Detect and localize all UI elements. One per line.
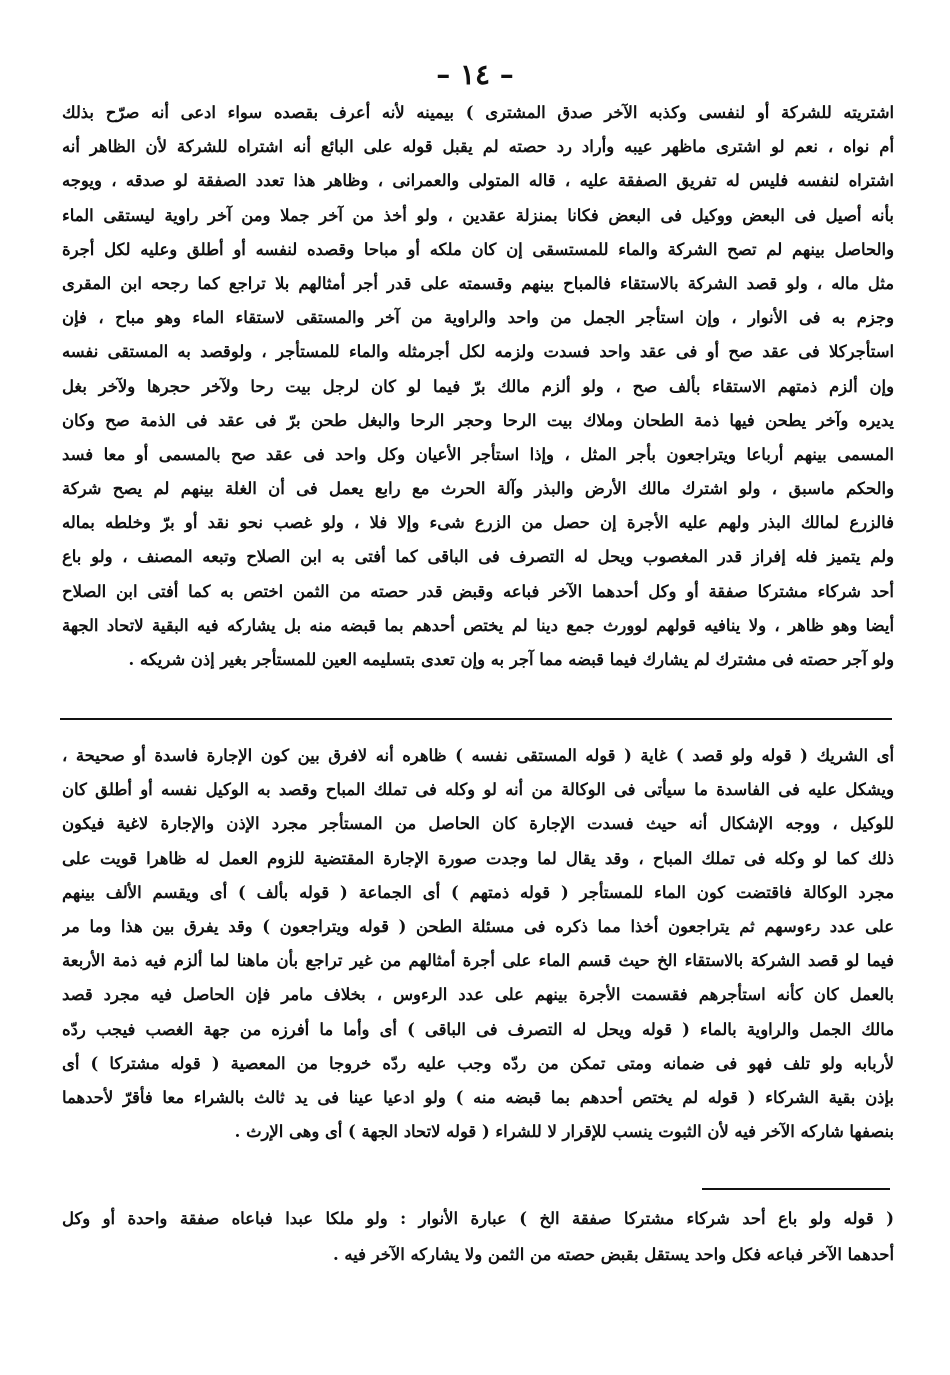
commentary-line: أى الشريك ( قوله ولو قصد ) غاية ( قوله المستقى نفسه ) ظاهره أنه لافرق بين كون الإجارة فاسدة أو صحيحة ، xyxy=(62,746,894,765)
separator-rule xyxy=(60,718,892,720)
main-text-line: بأنه أصيل فى البعض ووكيل فى البعض فكانا بمنزلة عقدين ، ولو أخذ من آخر جملا ومن آخر راوية ليستقى الماء xyxy=(62,205,894,225)
main-text xyxy=(62,96,894,677)
commentary-line: ذلك كما لو وكله فى تملك المباح ، وقد يقال لما وجدت صورة الإجارة المقتضية للزوم العمل له ظاهرا قويت على xyxy=(62,848,894,868)
footnote-text xyxy=(62,1201,894,1273)
main-text-line: أيضا وهو ظاهر ، ولا ينافيه قولهم لوورث جمع دينا لم يختص أحدهم بما قبضه منه بل يشاركه فيه البقية لاتحاد الجهة xyxy=(62,615,894,635)
main-text-line: استأجركلا فى عقد صح أو فى عقد واحد فسدت ولزمه لكل أجرمثله والماء للمستأجر ، ولوقصد به المستقى نفسه xyxy=(62,342,894,362)
main-text-line: يديره وآخر يطحن فيها ذمة الطحان وملاك بيت الرحا وحجر الرحا والبغل طحن برّ فى عقد فى الذمة صح وكان xyxy=(62,410,894,430)
main-text-line: المسمى بينهم أرباعا ويتراجعون بأجر المثل ، وإذا استأجر الأعيان وكل واحد فى عقد صح بالمسمى أو معا فسد xyxy=(62,444,894,464)
commentary-line: على عدد رءوسهم ثم يتراجعون أخذا مما ذكره فى مسئلة الطحن ( قوله ويتراجعون ) وقد يفرق بين هذا وما مر xyxy=(62,916,894,936)
main-text-line: والحاصل بينهم لم تصح الشركة والماء للمستسقى إن كان ملكه أو مباحا وقصده لنفسه أو أطلق وعليه لكل أجرة xyxy=(62,239,894,259)
footnote-rule xyxy=(702,1188,890,1190)
main-text-line: مثل ماله ، ولو قصد الشركة بالاستقاء فالمباح بينهم وقسمته على قدر أجر أمثالهم بلا تراجع كما رجحه ابن المقرى xyxy=(62,273,894,293)
commentary-line: بالعمل كان كأنه استأجرهم فقسمت الأجرة بينهم على عدد الرءوس ، بخلاف مامر فإن الحاصل فيه مجرد قصد xyxy=(62,985,894,1005)
main-text-line: وجزم به فى الأنوار ، وإن استأجر الجمل من واحد والراوية من آخر والمستقى لاستقاء الماء وهو مباح ، فإن xyxy=(62,308,894,328)
main-text-line: وإن ألزم ذمتهم الاستقاء بألف صح ، ولو ألزم مالك برّ فيما لو كان لرجل بيت رحا ولآخر حجرها ولآخر بغل xyxy=(62,376,894,396)
main-text-line: اشتراه لنفسه فليس له تفريق الصفقة عليه ، قاله المتولى والعمرانى ، وظاهر هذا تعدد الصفقة لو صدقه ، ويوجه xyxy=(62,171,894,191)
commentary-line: بنصفها شاركه الآخر فيه لأن الثبوت ينسب للإقرار لا للشراء ( قوله لاتحاد الجهة ) أى وهى الإرث . xyxy=(234,1122,894,1142)
main-text-line: ولو آجر حصته فى مشترك لم يشارك فيما قبضه مما آجر به وإن تعدى بتسليمه العين للمستأجر بغير إذن شريكه . xyxy=(128,650,894,669)
footnote-line: ( قوله ولو باع أحد شركاء مشتركا صفقة الخ ) عبارة الأنوار : ولو ملكا عبدا فباعاه صفقة واحدة أو وكل xyxy=(62,1209,894,1228)
page-number: – ١٤ – xyxy=(436,58,514,91)
main-text-line: اشتريته للشركة أو لنفسى وكذبه الآخر صدق المشترى ) بيمينه لأنه أعرف بقصده سواء ادعى أنه صرّح بذلك xyxy=(62,103,894,122)
commentary-text xyxy=(62,739,894,1149)
commentary-line: بإذن بقية الشركاء ( قوله لم يختص أحدهم بما قبضه منه ) ولو ادعيا عينا فى يد ثالث بالشراء معا فأقرّ لأحدهما xyxy=(62,1087,894,1107)
commentary-line: ويشكل عليه فى الفاسدة ما سيأتى فى الوكالة من أنه لو وكله فى تملك المباح وقصد به الوكيل نفسه أو أطلق كان xyxy=(62,780,894,800)
commentary-line: مالك الجمل والراوية بالماء ( قوله ويحل له التصرف فى الباقى ) أى وأما ما أفرزه من جهة الغصب فيجب ردّه xyxy=(62,1019,894,1039)
main-text-line: فالزرع لمالك البذر ولهم عليه الأجرة إن حصل من الزرع شىء وإلا فلا ، ولو غصب نحو نقد أو برّ وخلطه بماله xyxy=(62,513,894,533)
commentary-line: للوكيل ، ووجه الإشكال أنه حيث فسدت الإجارة كان الحاصل من المستأجر مجرد الإذن والإجارة لاغية فيكون xyxy=(62,814,894,834)
commentary-line: لأربابه ولو تلف فهو فى ضمانه ومتى تمكن من ردّه وجب عليه ردّه خروجا من المعصية ( قوله مشتركا ) أى xyxy=(62,1053,894,1073)
footnote-line: أحدهما الآخر فباعه فكل واحد يستقل بقبض حصته من الثمن ولا يشاركه الآخر فيه . xyxy=(332,1245,894,1264)
main-text-line: ولم يتميز فله إفراز قدر المغصوب ويحل له التصرف فى الباقى كما أفتى به ابن الصلاح وتبعه المصنف ، ولو باع xyxy=(62,547,894,567)
commentary-line: مجرد الوكالة فاقتضت كون الماء للمستأجر ( قوله ذمتهم ) أى الجماعة ( قوله بألف ) أى ويقسم الألف بينهم xyxy=(62,882,894,902)
main-text-line: والحكم ماسبق ، ولو اشترك مالك الأرض والبذر وآلة الحرث مع رابع يعمل فى أن الغلة بينهم لم يصح شركة xyxy=(62,479,894,499)
commentary-line: فيما لو قصد الشركة بالاستقاء الخ حيث قسم الماء على أجرة أمثالهم من غير تراجع بأن ماهنا لما ألزم فيه ذمة الأربعة xyxy=(62,951,894,971)
main-text-line: أحد شركاء مشتركا صفقة أو وكل أحدهما الآخر فباعه وقبض قدر حصته من الثمن اختص به كما أفتى ابن الصلاح xyxy=(62,581,894,601)
main-text-line: أم نواه ، نعم لو اشترى ماظهر عيبه وأراد رد حصته لم يقبل قوله على البائع أنه اشتراه للشركة لأن الظاهر أنه xyxy=(62,137,894,157)
